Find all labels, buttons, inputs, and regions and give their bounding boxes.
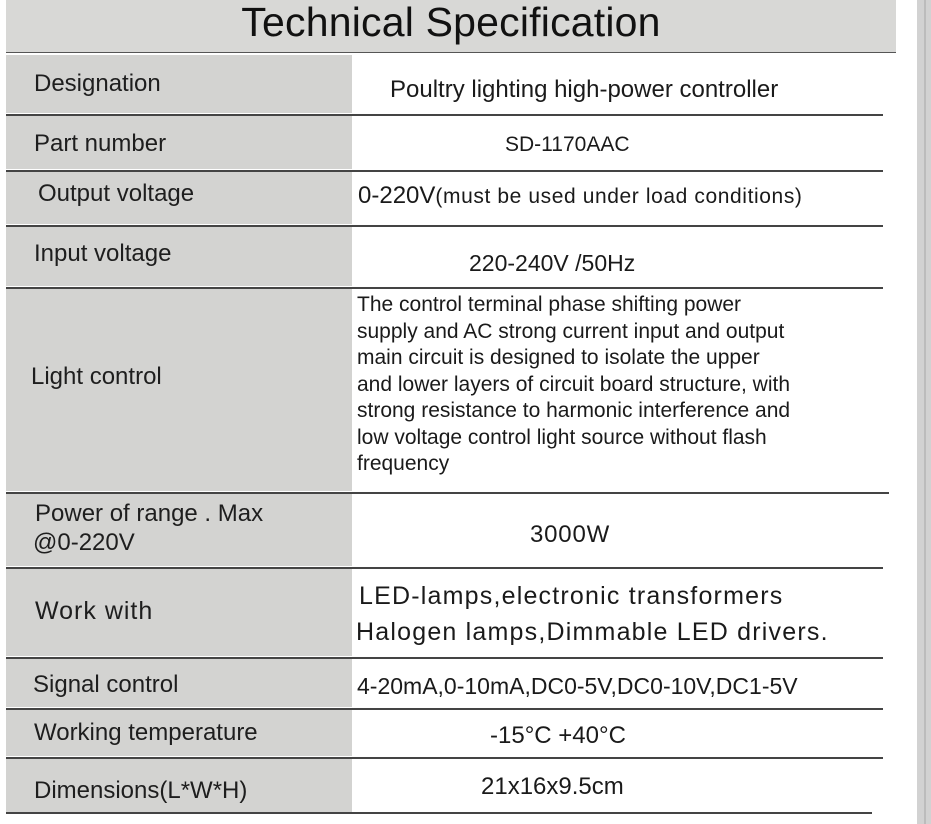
row-divider (6, 812, 872, 814)
description-line: and lower layers of circuit board structure, with (357, 372, 791, 396)
output-voltage-note: (must be used under load conditions) (435, 185, 803, 208)
row-divider (6, 757, 883, 759)
work-with-label: Work with (35, 597, 154, 625)
power-range-label-line1: Power of range . Max (35, 500, 264, 527)
part-number-value: SD-1170AAC (505, 133, 630, 156)
output-voltage-main: 0-220V (358, 182, 436, 209)
signal-control-value: 4-20mA,0-10mA,DC0-5V,DC0-10V,DC1-5V (357, 673, 798, 699)
work-with-value-line2: Halogen lamps,Dimmable LED drivers. (356, 618, 829, 646)
description-line: frequency (357, 452, 450, 475)
description-line: strong resistance to harmonic interference and (357, 399, 791, 422)
page-title: Technical Specification (241, 0, 661, 45)
input-voltage-value: 220-240V /50Hz (469, 250, 636, 276)
dimensions-label: Dimensions(L*W*H) (34, 777, 248, 804)
designation-label: Designation (34, 70, 161, 97)
signal-control-label: Signal control (33, 671, 179, 698)
power-range-value: 3000W (530, 521, 611, 548)
input-voltage-label: Input voltage (34, 240, 172, 267)
row-divider (6, 567, 883, 569)
row-divider (6, 225, 883, 227)
power-range-label-line2: @0-220V (33, 529, 135, 556)
row-divider (6, 492, 889, 494)
working-temperature-value: -15°C +40°C (490, 722, 626, 749)
row-divider (6, 657, 883, 659)
light-control-label: Light control (31, 363, 162, 390)
row-divider (6, 170, 883, 172)
description-line: main circuit is designed to isolate the upper (357, 346, 760, 369)
output-voltage-label: Output voltage (38, 180, 195, 207)
description-line: low voltage control light source without flash (357, 425, 767, 449)
working-temperature-label: Working temperature (34, 719, 258, 746)
row-divider (6, 708, 883, 710)
row-divider (6, 114, 883, 116)
description-line: The control terminal phase shifting power (357, 293, 742, 316)
output-voltage-value (358, 182, 803, 210)
light-control-description (357, 292, 902, 478)
title-bar (6, 0, 896, 53)
row-divider (6, 287, 883, 289)
work-with-value-line1: LED-lamps,electronic transformers (359, 582, 784, 610)
description-line: supply and AC strong current input and output (357, 319, 785, 343)
dimensions-value: 21x16x9.5cm (481, 773, 624, 800)
part-number-label: Part number (34, 130, 167, 157)
designation-value: Poultry lighting high-power controller (390, 76, 779, 103)
page-edge-line (924, 0, 926, 824)
